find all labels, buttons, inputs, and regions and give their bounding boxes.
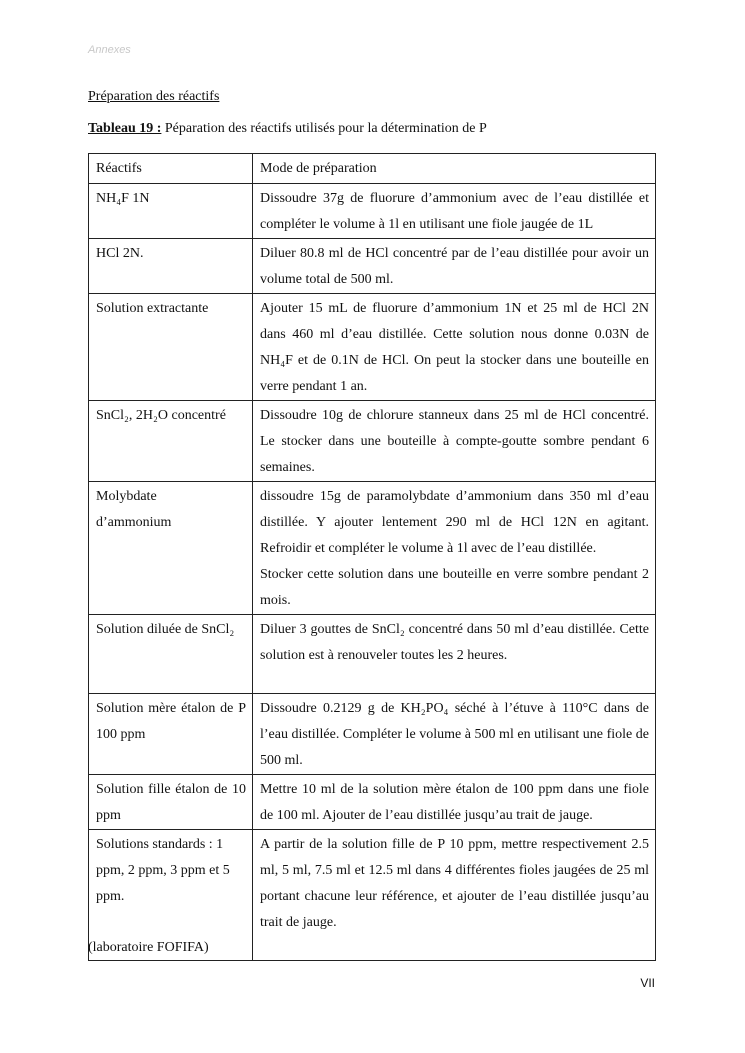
table-row	[89, 482, 656, 615]
reactif-cell: Solution mère étalon de P 100 ppm	[89, 694, 253, 775]
table-row	[89, 184, 656, 239]
reactif-cell: Solution fille étalon de 10 ppm	[89, 775, 253, 830]
mode-cell: Dissoudre 37g de fluorure d’ammonium avec de l’eau distillée et compléter le volume à 1l en utilisant une fiole jaugée de 1L	[253, 184, 656, 239]
reactif-cell: Solution extractante	[89, 294, 253, 401]
mode-cell: Ajouter 15 mL de fluorure d’ammonium 1N et 25 ml de HCl 2N dans 460 ml d’eau distillée. Cette solution nous donne 0.03N de NH₄F et de 0.1N de HCl. On peut la stocker dans une bouteille en verre pendant 1 an.	[253, 294, 656, 401]
reactif-cell: Molybdate d’ammonium	[89, 482, 253, 615]
mode-cell	[253, 482, 656, 615]
reactif-cell: Solution diluée de SnCl₂	[89, 615, 253, 694]
table-row	[89, 615, 656, 694]
reactif-cell: Solutions standards : 1 ppm, 2 ppm, 3 ppm et 5 ppm.	[89, 830, 253, 961]
mode-cell: Mettre 10 ml de la solution mère étalon de 100 ppm dans une fiole de 100 ml. Ajouter de l’eau distillée jusqu’au trait de jauge.	[253, 775, 656, 830]
table-row	[89, 775, 656, 830]
mode-cell: Diluer 3 gouttes de SnCl₂ concentré dans 50 ml d’eau distillée. Cette solution est à renouveler toutes les 2 heures.	[253, 615, 656, 694]
caption-text: Péparation des réactifs utilisés pour la détermination de P	[161, 121, 487, 136]
table-row	[89, 294, 656, 401]
table-header-row	[89, 154, 656, 184]
header-reactifs: Réactifs	[89, 154, 253, 184]
reactif-cell: HCl 2N.	[89, 239, 253, 294]
mode-paragraph: Stocker cette solution dans une bouteille en verre sombre pendant 2 mois.	[260, 567, 649, 608]
reactif-cell: SnCl₂, 2H₂O concentré	[89, 401, 253, 482]
table-source: (laboratoire FOFIFA)	[88, 940, 209, 955]
mode-cell: Diluer 80.8 ml de HCl concentré par de l’eau distillée pour avoir un volume total de 500 ml.	[253, 239, 656, 294]
table-caption	[88, 121, 487, 137]
mode-cell: Dissoudre 0.2129 g de KH₂PO₄ séché à l’étuve à 110°C dans de l’eau distillée. Compléter le volume à 500 ml en utilisant une fiole de 500 ml.	[253, 694, 656, 775]
table-row	[89, 694, 656, 775]
reactif-cell: NH₄F 1N	[89, 184, 253, 239]
header-mode: Mode de préparation	[253, 154, 656, 184]
running-header: Annexes	[88, 44, 131, 56]
mode-paragraph: dissoudre 15g de paramolybdate d’ammonium dans 350 ml d’eau distillée. Y ajouter lentement 290 ml de HCl 12N en agitant. Refroidir et compléter le volume à 1l avec de l’eau distillée.	[260, 489, 649, 556]
table-row	[89, 239, 656, 294]
mode-cell: A partir de la solution fille de P 10 ppm, mettre respectivement 2.5 ml, 5 ml, 7.5 ml et 12.5 ml dans 4 différentes fioles jaugées de 25 ml portant chacune leur référence, et ajouter de l’eau distillée jusqu’au trait de jauge.	[253, 830, 656, 961]
table-row	[89, 401, 656, 482]
reagents-table	[88, 153, 656, 961]
caption-label: Tableau 19 :	[88, 121, 162, 136]
mode-cell: Dissoudre 10g de chlorure stanneux dans 25 ml de HCl concentré. Le stocker dans une bouteille à compte-goutte sombre pendant 6 semaines.	[253, 401, 656, 482]
section-title: Préparation des réactifs	[88, 89, 220, 104]
page-number: VII	[640, 976, 655, 990]
